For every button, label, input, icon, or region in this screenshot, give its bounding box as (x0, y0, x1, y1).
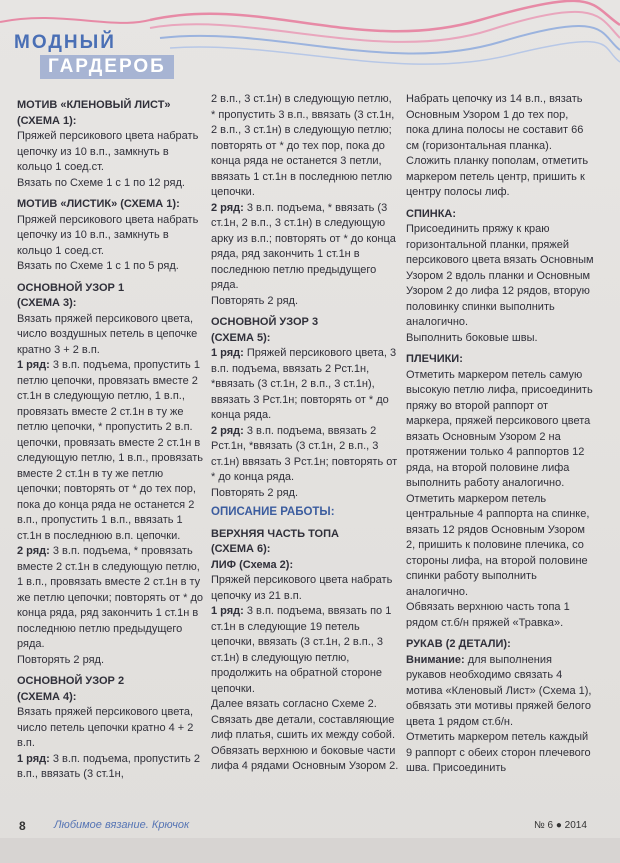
section-heading: ОСНОВНОЙ УЗОР 3 (211, 316, 319, 328)
row-label: 1 ряд: (211, 347, 244, 359)
section-heading: МОТИВ «ЛИСТИК» (СХЕМА 1): (17, 198, 180, 210)
section-heading: ВЕРХНЯЯ ЧАСТЬ ТОПА (211, 527, 339, 540)
row-instruction (211, 346, 399, 424)
section-heading: СПИНКА: (406, 207, 457, 220)
paragraph: Отметить маркером петель центральные 4 раппорта на спинке, вязать 12 рядов Основным Узором 2, пришить к половине плечика, со стороны лифа, на второй половине спинки работу выполнить аналогично. (406, 492, 590, 598)
section-subheading: (СХЕМА 5): (211, 331, 271, 344)
paragraph: Вязать по Схеме 1 с 1 по 5 ряд. (17, 260, 179, 272)
section-subtitle: ГАРДЕРОБ (40, 55, 174, 79)
paragraph: Набрать цепочку из 14 в.п., вязать Основным Узором 1 до тех пор, пока длина полосы не составит 66 см (горизонтальная планка). Сложить планку пополам, отметить маркером петель центр, пришить к центру полосы лиф. (406, 93, 589, 198)
paragraph: Вязать пряжей персикового цвета, число петель цепочки кратно 4 + 2 в.п. (17, 706, 194, 749)
paragraph: Повторять 2 ряд. (211, 294, 299, 307)
row-instruction (17, 358, 204, 544)
paragraph: Обвязать верхнюю и боковые части лифа 4 рядами Основным Узором 2. (211, 744, 399, 772)
paragraph: Пряжей персикового цвета набрать цепочку из 10 в.п., замкнуть в кольцо 1 соед.ст. (17, 130, 199, 173)
text-column-1 (17, 92, 204, 783)
paragraph: Присоединить пряжу к краю горизонтальной планки, пряжей персикового цвета вязать Основным Узором 2 вдоль планки и Основным Узором 2 до лифа 12 рядов, вторую половинку спинки выполнить аналогично. (406, 223, 594, 328)
row-label: 2 ряд: (211, 201, 244, 214)
text-column-2 (211, 92, 399, 775)
row-instruction (17, 544, 204, 653)
paragraph: Пряжей персикового цвета набрать цепочку из 21 в.п. (211, 574, 393, 602)
row-instruction (211, 604, 399, 697)
work-description-heading: ОПИСАНИЕ РАБОТЫ: (211, 506, 335, 518)
row-text: 3 в.п. подъема, * ввязать (3 ст.1н, 2 в.п., 3 ст.1н) в следующую арку из в.п.; повторять от * до конца ряда, ряд закончить 1 ст.1н в последнюю петлю предыдущего ряда. (211, 201, 396, 291)
section-subheading: ЛИФ (Схема 2): (211, 558, 294, 571)
row-label: 2 ряд: (17, 545, 50, 557)
row-label: Внимание: (406, 653, 465, 666)
section-heading: ПЛЕЧИКИ: (406, 353, 463, 365)
row-instruction (211, 424, 399, 486)
section-subheading: (СХЕМА 6): (211, 543, 271, 555)
row-label: 2 ряд: (211, 424, 244, 437)
section-title: МОДНЫЙ (14, 32, 116, 53)
row-text: 3 в.п. подъема, ввязать 2 Рст.1н, *ввязать (3 ст.1н, 2 в.п., 3 ст.1н) ввязать 3 Рст.1н; повторять от * до конца ряда. (211, 424, 398, 483)
row-text: 3 в.п. подъема, ввязать по 1 ст.1н в следующие 19 петель цепочки, ввязать (3 ст.1н, 2 в.п., 3 ст.1н) в следующую петлю, продолжить на обратной стороне цепочки. (211, 605, 392, 695)
row-text: 3 в.п. подъема, * провязать вместе 2 ст.1н в следующую петлю, 1 в.п., провязать вместе 2 ст.1н в ту же петлю цепочки; повторять от * до конца ряда, ряд закончить 1 ст.1н в последнюю петлю предыдущего ряда. (17, 545, 204, 650)
bottom-margin (0, 838, 620, 863)
paragraph: Обвязать верхнюю часть топа 1 рядом ст.б/н пряжей «Травка». (406, 601, 570, 629)
paragraph: Пряжей персикового цвета набрать цепочку из 10 в.п., замкнуть в кольцо 1 соед.ст. (17, 213, 199, 257)
page-number: 8 (19, 819, 26, 833)
paragraph: Выполнить боковые швы. (406, 331, 538, 344)
page-footer (0, 810, 620, 840)
section-subheading: (СХЕМА 4): (17, 690, 77, 703)
section-heading: ОСНОВНОЙ УЗОР 2 (17, 675, 125, 687)
paragraph: Вязать пряжей персикового цвета, число воздушных петель в цепочке кратно 3 + 2 в.п. (17, 312, 198, 356)
section-heading: ОСНОВНОЙ УЗОР 1 (17, 281, 125, 294)
paragraph: Повторять 2 ряд. (211, 486, 299, 499)
row-text: для выполнения рукавов необходимо связать 4 мотива «Кленовый Лист» (Схема 1), обвязать эти мотивы пряжей белого цвета 1 рядом ст.б/н. (406, 653, 592, 728)
row-instruction (17, 752, 204, 783)
row-instruction (211, 201, 399, 294)
section-subheading: (СХЕМА 1): (17, 114, 77, 127)
section-heading: МОТИВ «КЛЕНОВЫЙ ЛИСТ» (17, 99, 171, 111)
row-instruction (406, 653, 594, 731)
section-subheading: (СХЕМА 3): (17, 297, 77, 309)
paragraph: Вязать по Схеме 1 с 1 по 12 ряд. (17, 176, 185, 189)
paragraph: Далее вязать согласно Схеме 2. Связать две детали, составляющие лиф платья, сшить их между собой. (211, 698, 396, 741)
paragraph: 2 в.п., 3 ст.1н) в следующую петлю, * пропустить 3 в.п., ввязать (3 ст.1н, 2 в.п., 3 ст.1н) в следующую петлю; повторять от * до тех пор, пока до конца ряда не останется 3 петли, ввязать 1 ст.1н в последнюю петлю цепочки. (211, 93, 395, 198)
section-header (0, 0, 620, 88)
paragraph: Отметить маркером петель самую высокую петлю лифа, присоединить пряжу во второй раппорт от маркера, пряжей персикового цвета вязать Основным Узором 2 на протяжении только 4 раппортов 12 ряда, на второй половине лифа выполнить работу аналогично. (406, 368, 593, 489)
row-text: 3 в.п. подъема, пропустить 1 петлю цепочки, провязать вместе 2 ст.1н в следующую петлю, 1 в.п., провязать вместе 2 ст.1н в ту же петлю цепочки, * пропустить 2 в.п. цепочки, провязать вместе 2 ст.1н в следующую петлю, 1 в.п., провязать вместе 2 ст.1н в ту же петлю цепочки; повторять от * до тех пор, пока до конца ряда не останется 2 в.п., пропустить 1 в.п., ввязать 1 ст.1н в последнюю в.п. цепочки. (17, 359, 203, 542)
row-text: Пряжей персикового цвета, 3 в.п. подъема, ввязать 2 Рст.1н, *ввязать (3 ст.1н, 2 в.п., 3 ст.1н), ввязать 3 Рст.1н; повторять от * до конца ряда. (211, 347, 397, 421)
row-text: 3 в.п. подъема, пропустить 2 в.п., ввязать (3 ст.1н, (17, 752, 200, 780)
section-heading: РУКАВ (2 ДЕТАЛИ): (406, 638, 511, 650)
row-label: 1 ряд: (211, 605, 244, 617)
paragraph: Отметить маркером петель каждый 9 раппорт с обеих сторон плечевого шва. Присоединить (406, 731, 591, 774)
issue-number: № 6 ● 2014 (534, 820, 587, 831)
row-label: 1 ряд: (17, 752, 50, 765)
paragraph: Повторять 2 ряд. (17, 653, 105, 666)
row-label: 1 ряд: (17, 359, 50, 371)
magazine-title: Любимое вязание. Крючок (54, 819, 190, 831)
text-column-3 (406, 92, 594, 777)
